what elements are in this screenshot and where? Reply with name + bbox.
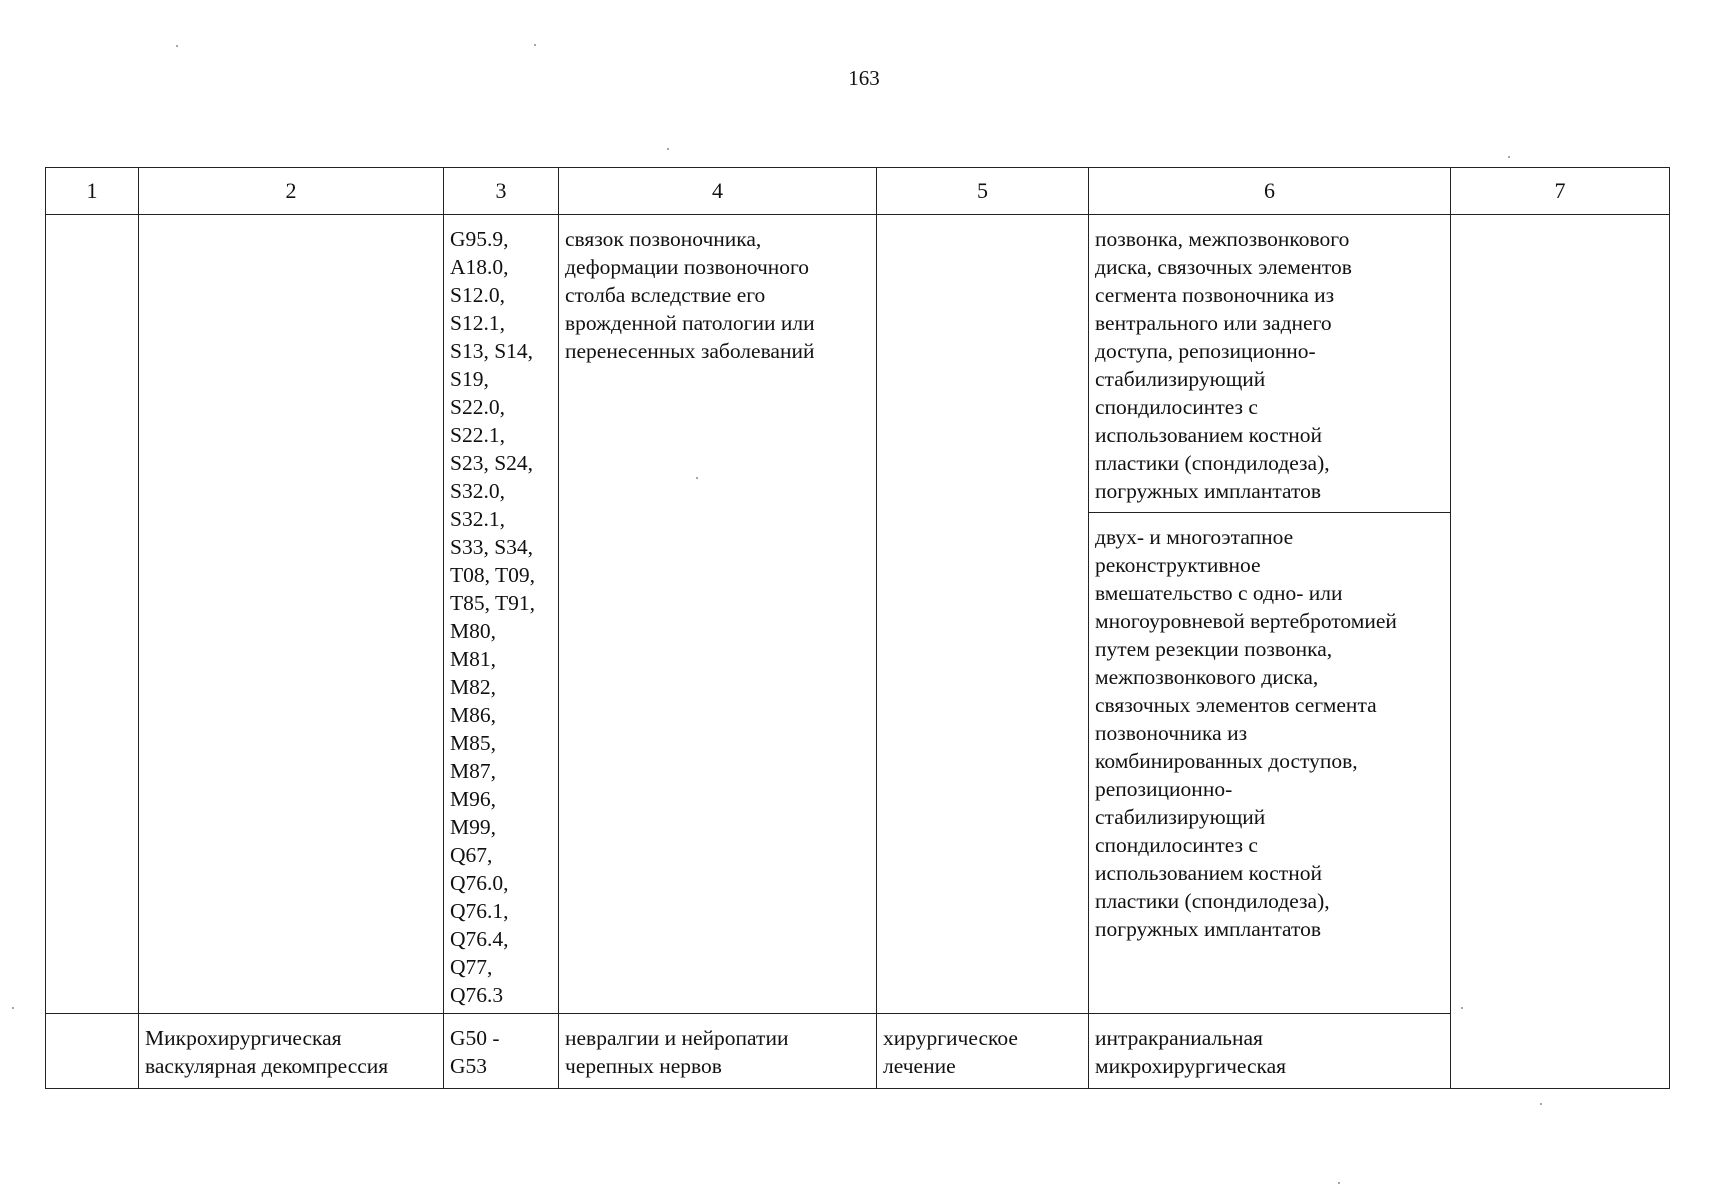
scan-speck <box>1508 156 1510 158</box>
icd-codes-cell <box>444 1014 559 1089</box>
diagnosis-cell <box>559 215 877 1014</box>
header-row <box>46 168 1670 215</box>
procedure-name-cell <box>139 1014 444 1089</box>
procedure-name: Микрохирургическая васкулярная декомпрессия <box>145 1026 389 1078</box>
treatment-method-text-1: позвонка, межпозвонкового диска, связочных элементов сегмента позвоночника из вентрального или заднего доступа, репозиционно- стабилизирующий спондилосинтез с использованием костной пластики (спондилодеза), погружных имплантатов <box>1095 227 1352 503</box>
page-number: 163 <box>848 66 880 90</box>
treatment-type-text: хирургическое лечение <box>883 1026 1018 1078</box>
table-row <box>46 215 1670 513</box>
treatment-method-cell <box>1089 1014 1451 1089</box>
row2-col1 <box>46 1014 139 1089</box>
scan-speck <box>1461 1007 1463 1009</box>
header-col-2: 2 <box>139 168 444 215</box>
diagnosis-cell <box>559 1014 877 1089</box>
header-col-5: 5 <box>877 168 1089 215</box>
row1-col2 <box>139 215 444 1014</box>
row1-col1 <box>46 215 139 1014</box>
scan-speck <box>12 1007 14 1009</box>
header-col-4: 4 <box>559 168 877 215</box>
scan-speck <box>1338 1182 1340 1184</box>
scan-speck <box>696 477 698 479</box>
treatment-method-text-2: двух- и многоэтапное реконструктивное вмешательство с одно- или многоуровневой вертебротомией путем резекции позвонка, межпозвонкового диска, связочных элементов сегмента позвоночника из комбинированных доступов, репозиционно- стабилизирующий спондилосинтез с использованием костной пластики (спондилодеза), погружных имплантатов <box>1095 525 1397 942</box>
treatment-type-cell <box>877 215 1089 1014</box>
scan-speck <box>534 44 536 46</box>
treatment-method-cell-1 <box>1089 215 1451 513</box>
scan-speck <box>667 148 669 150</box>
icd-codes: G95.9, A18.0, S12.0, S12.1, S13, S14, S19, S22.0, S22.1, S23, S24, S32.0, S32.1, S33, S34, T08, T09, T85, T91, M80, M81, M82, M86, M85, M87, M96, M99, Q67, Q76.0, Q76.1, Q76.4, Q77, Q76.3 <box>450 227 536 1007</box>
row1-col7 <box>1451 215 1670 1089</box>
procedures-table <box>45 167 1670 1089</box>
header-col-3: 3 <box>444 168 559 215</box>
diagnosis-text: связок позвоночника, деформации позвоночного столба вследствие его врожденной патологии или перенесенных заболеваний <box>565 227 815 363</box>
treatment-method-cell-2 <box>1089 513 1451 1014</box>
icd-codes: G50 - G53 <box>450 1026 500 1078</box>
treatment-type-cell <box>877 1014 1089 1089</box>
icd-codes-cell <box>444 215 559 1014</box>
treatment-method-text: интракраниальная микрохирургическая <box>1095 1026 1287 1078</box>
scan-speck <box>176 45 178 47</box>
header-col-1: 1 <box>46 168 139 215</box>
table-row <box>46 1014 1670 1089</box>
diagnosis-text: невралгии и нейропатии черепных нервов <box>565 1026 789 1078</box>
header-col-7: 7 <box>1451 168 1670 215</box>
header-col-6: 6 <box>1089 168 1451 215</box>
scan-speck <box>1540 1103 1542 1105</box>
